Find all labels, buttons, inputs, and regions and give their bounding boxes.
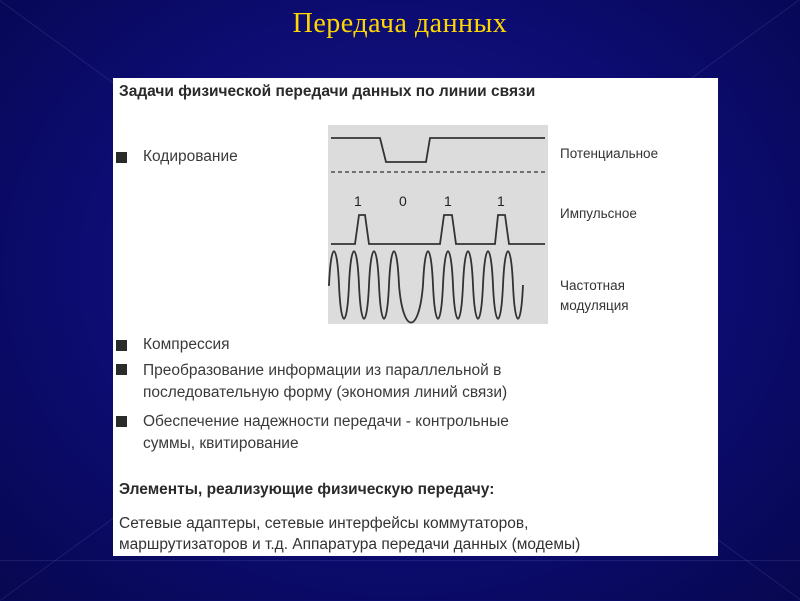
bullet-reliability-line1: Обеспечение надежности передачи - контрольные	[143, 413, 509, 430]
slide-title: Передача данных	[292, 8, 508, 39]
bullet-coding: Кодирование	[143, 148, 238, 165]
encoding-waveforms	[328, 125, 548, 324]
bullet-marker	[116, 416, 127, 427]
bullet-conversion-line1: Преобразование информации из параллельной в	[143, 362, 502, 379]
encoding-diagram	[328, 125, 548, 324]
bit-label: 1	[497, 193, 505, 209]
bullet-marker	[116, 152, 127, 163]
label-frequency-2: модуляция	[560, 298, 629, 313]
bit-label: 1	[444, 193, 452, 209]
impulse-signal	[331, 215, 545, 244]
label-frequency-1: Частотная	[560, 278, 625, 293]
bullet-marker	[116, 340, 127, 351]
background-line	[0, 560, 800, 561]
elements-text-line1: Сетевые адаптеры, сетевые интерфейсы коммутаторов,	[119, 515, 529, 532]
bullet-compression: Компрессия	[143, 336, 230, 353]
elements-text	[119, 513, 580, 555]
label-potential: Потенциальное	[560, 146, 659, 161]
fm-signal	[328, 251, 523, 322]
bullet-reliability-line2: суммы, квитирование	[143, 435, 299, 452]
elements-text-line2: маршрутизаторов и т.д. Аппаратура передачи данных (модемы)	[119, 536, 581, 553]
bullet-conversion-line2: последовательную форму (экономия линий связи)	[143, 384, 508, 401]
label-impulse: Импульсное	[560, 206, 637, 221]
bullet-marker	[116, 364, 127, 375]
content-panel	[113, 78, 718, 556]
panel-heading: Задачи физической передачи данных по линии связи	[119, 83, 536, 100]
bit-label: 1	[354, 193, 362, 209]
bit-label: 0	[399, 193, 407, 209]
elements-heading: Элементы, реализующие физическую передачу:	[119, 481, 495, 498]
potential-signal	[331, 138, 545, 162]
